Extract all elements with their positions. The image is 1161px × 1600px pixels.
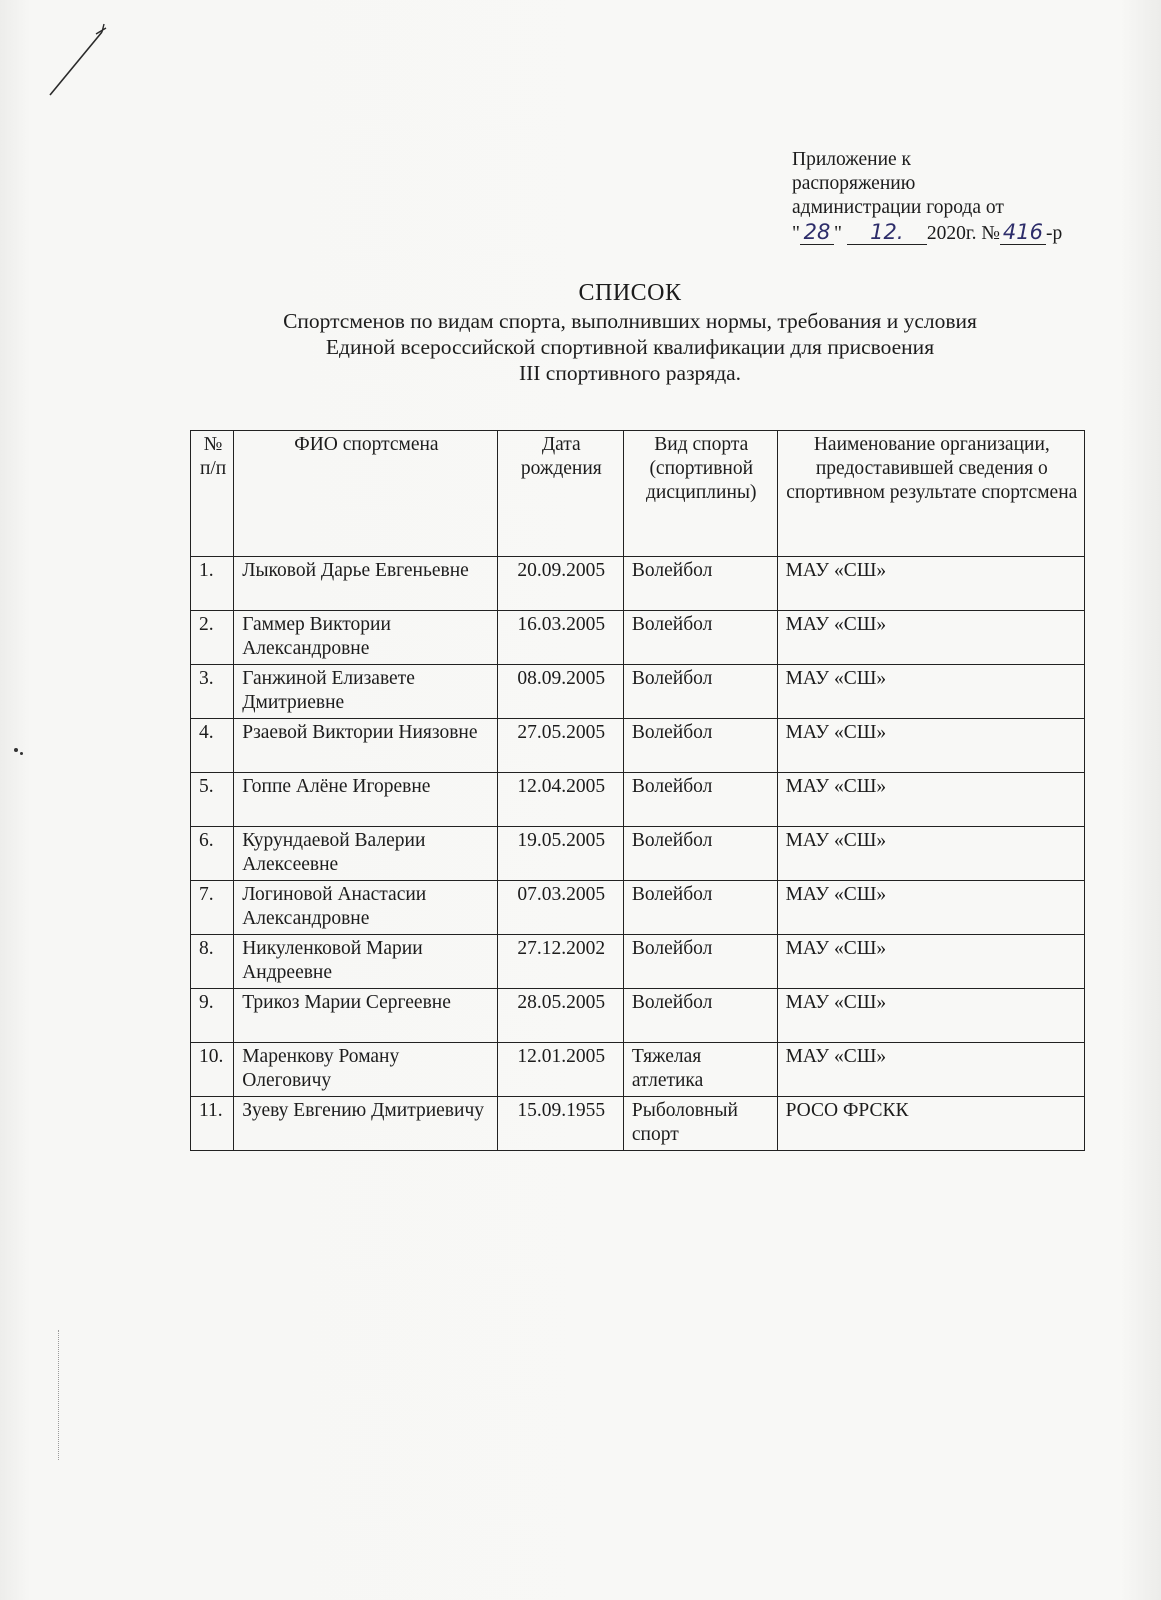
organization-name: МАУ «СШ» xyxy=(777,557,1084,611)
table-body xyxy=(191,557,1085,1151)
table-row xyxy=(191,773,1085,827)
scan-speck xyxy=(20,752,23,755)
athlete-name: Курундаевой Валерии Алексеевне xyxy=(234,827,497,881)
row-number: 3. xyxy=(191,665,234,719)
row-number: 5. xyxy=(191,773,234,827)
appendix-line-2: распоряжению xyxy=(792,173,916,194)
sport-discipline: Волейбол xyxy=(623,611,777,665)
header-birth-date: Дата рождения xyxy=(497,431,623,557)
sport-discipline: Тяжелая атлетика xyxy=(623,1043,777,1097)
athletes-table xyxy=(190,430,1085,1151)
athlete-name: Трикоз Марии Сергеевне xyxy=(234,989,497,1043)
table-row xyxy=(191,881,1085,935)
birth-date: 20.09.2005 xyxy=(497,557,623,611)
appendix-line-3: администрации города от xyxy=(792,197,1004,218)
header-sport: Вид спорта (спортивной дисциплины) xyxy=(623,431,777,557)
organization-name: РОСО ФРСКК xyxy=(777,1097,1084,1151)
table-row xyxy=(191,827,1085,881)
athlete-name: Логиновой Анастасии Александровне xyxy=(234,881,497,935)
birth-date: 16.03.2005 xyxy=(497,611,623,665)
table-row xyxy=(191,719,1085,773)
row-number: 11. xyxy=(191,1097,234,1151)
table-row xyxy=(191,557,1085,611)
appendix-line-1: Приложение к xyxy=(792,149,912,170)
sport-discipline: Волейбол xyxy=(623,719,777,773)
birth-date: 07.03.2005 xyxy=(497,881,623,935)
birth-date: 19.05.2005 xyxy=(497,827,623,881)
year-text: 2020г. № xyxy=(926,223,1000,244)
sport-discipline: Волейбол xyxy=(623,827,777,881)
birth-date: 12.01.2005 xyxy=(497,1043,623,1097)
organization-name: МАУ «СШ» xyxy=(777,827,1084,881)
row-number: 9. xyxy=(191,989,234,1043)
header-fio: ФИО спортсмена xyxy=(234,431,497,557)
athlete-name: Гоппе Алёне Игоревне xyxy=(234,773,497,827)
sport-discipline: Волейбол xyxy=(623,557,777,611)
organization-name: МАУ «СШ» xyxy=(777,935,1084,989)
order-suffix: -р xyxy=(1045,223,1063,244)
sport-discipline: Волейбол xyxy=(623,881,777,935)
birth-date: 27.05.2005 xyxy=(497,719,623,773)
subtitle-line-1: Спортсменов по видам спорта, выполнивших нормы, требования и условия xyxy=(283,309,977,333)
table-header-row xyxy=(191,431,1085,557)
appendix-date-line xyxy=(792,220,1092,246)
organization-name: МАУ «СШ» xyxy=(777,989,1084,1043)
subtitle-line-3: III спортивного разряда. xyxy=(518,361,742,385)
table-row xyxy=(191,989,1085,1043)
athlete-name: Лыковой Дарье Евгеньевне xyxy=(234,557,497,611)
table-row xyxy=(191,1043,1085,1097)
handwritten-day: 28 xyxy=(800,220,834,245)
appendix-note xyxy=(792,148,1092,246)
row-number: 2. xyxy=(191,611,234,665)
scan-edge-dots xyxy=(58,1330,65,1460)
pen-stroke-mark xyxy=(44,20,114,100)
birth-date: 27.12.2002 xyxy=(497,935,623,989)
row-number: 4. xyxy=(191,719,234,773)
athlete-name: Рзаевой Виктории Ниязовне xyxy=(234,719,497,773)
organization-name: МАУ «СШ» xyxy=(777,611,1084,665)
handwritten-order-number: 416 xyxy=(1000,220,1046,245)
athlete-name: Маренкову Роману Олеговичу xyxy=(234,1043,497,1097)
row-number: 10. xyxy=(191,1043,234,1097)
organization-name: МАУ «СШ» xyxy=(777,1043,1084,1097)
organization-name: МАУ «СШ» xyxy=(777,719,1084,773)
athlete-name: Никуленковой Марии Андреевне xyxy=(234,935,497,989)
sport-discipline: Волейбол xyxy=(623,773,777,827)
organization-name: МАУ «СШ» xyxy=(777,665,1084,719)
row-number: 6. xyxy=(191,827,234,881)
row-number: 7. xyxy=(191,881,234,935)
sport-discipline: Волейбол xyxy=(623,989,777,1043)
quote-open: " xyxy=(792,223,800,244)
birth-date: 12.04.2005 xyxy=(497,773,623,827)
athlete-name: Гаммер Виктории Александровне xyxy=(234,611,497,665)
row-number: 8. xyxy=(191,935,234,989)
organization-name: МАУ «СШ» xyxy=(777,881,1084,935)
document-heading xyxy=(190,278,1070,386)
header-organization: Наименование организации, предоставившей сведения о спортивном результате спортсмена xyxy=(777,431,1084,557)
header-number: № п/п xyxy=(191,431,234,557)
quote-close: " xyxy=(833,223,842,244)
table-row xyxy=(191,935,1085,989)
birth-date: 28.05.2005 xyxy=(497,989,623,1043)
document-title: СПИСОК xyxy=(578,280,682,306)
handwritten-month: 12. xyxy=(847,220,927,245)
table-row xyxy=(191,665,1085,719)
birth-date: 08.09.2005 xyxy=(497,665,623,719)
subtitle-line-2: Единой всероссийской спортивной квалификации для присвоения xyxy=(325,335,935,359)
sport-discipline: Волейбол xyxy=(623,935,777,989)
sport-discipline: Волейбол xyxy=(623,665,777,719)
row-number: 1. xyxy=(191,557,234,611)
table-row xyxy=(191,611,1085,665)
birth-date: 15.09.1955 xyxy=(497,1097,623,1151)
athlete-name: Зуеву Евгению Дмитриевичу xyxy=(234,1097,497,1151)
organization-name: МАУ «СШ» xyxy=(777,773,1084,827)
athlete-name: Ганжиной Елизавете Дмитриевне xyxy=(234,665,497,719)
scan-speck xyxy=(14,748,18,752)
sport-discipline: Рыболовный спорт xyxy=(623,1097,777,1151)
table-row xyxy=(191,1097,1085,1151)
